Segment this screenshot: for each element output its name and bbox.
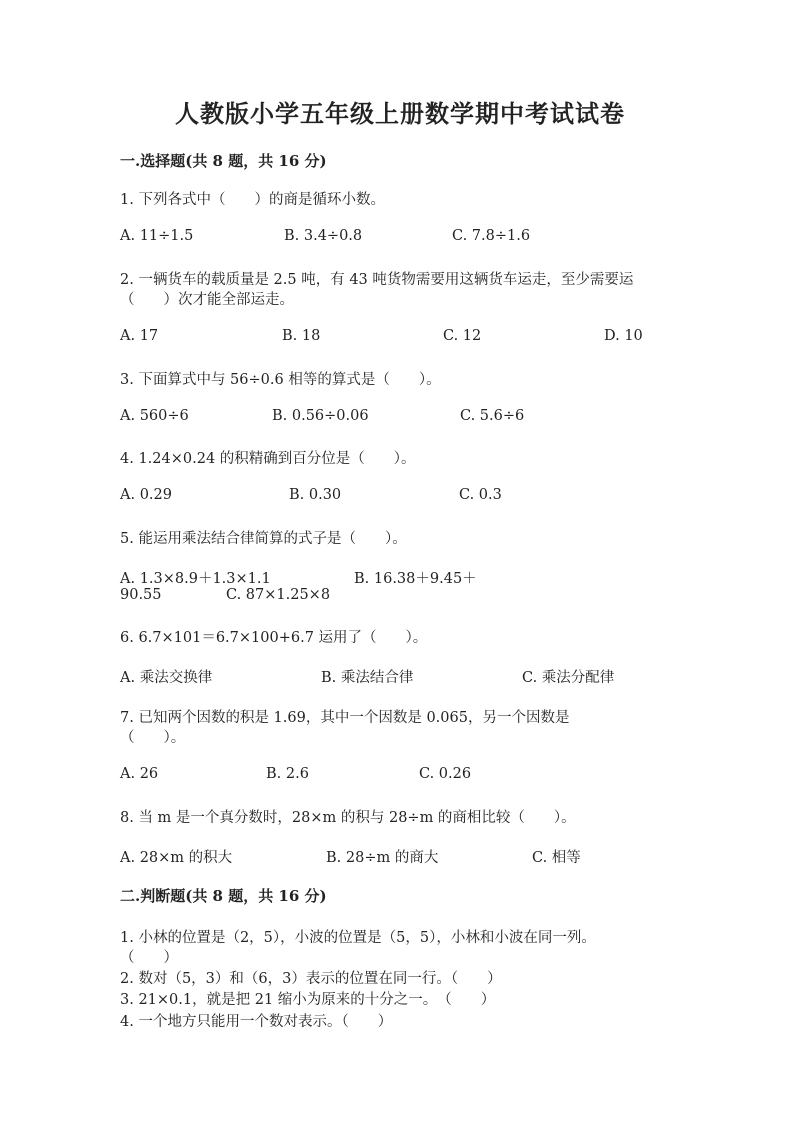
q3-option-b: B. 0.56÷0.06 (272, 408, 369, 424)
question-8: 8. 当 m 是一个真分数时，28×m 的积与 28÷m 的商相比较（ ）。 (120, 810, 576, 826)
judgement-2: 2. 数对（5，3）和（6，3）表示的位置在同一行。（ ） (120, 971, 502, 987)
q6-option-c: C. 乘法分配律 (522, 670, 615, 686)
question-1: 1. 下列各式中（ ）的商是循环小数。 (120, 192, 385, 208)
judgement-3: 3. 21×0.1，就是把 21 缩小为原来的十分之一。 （ ） (120, 992, 496, 1008)
q8-option-b: B. 28÷m 的商大 (326, 850, 439, 866)
q4-option-b: B. 0.30 (289, 487, 342, 503)
q3-option-a: A. 560÷6 (120, 408, 189, 424)
q7-option-c: C. 0.26 (419, 766, 472, 782)
q1-option-a: A. 11÷1.5 (120, 228, 194, 244)
q2-option-d: D. 10 (604, 328, 643, 344)
question-7-line-2: （ ）。 (120, 730, 186, 746)
section-heading-judgement: 二.判断题(共 8 题，共 16 分) (120, 887, 327, 905)
question-4: 4. 1.24×0.24 的积精确到百分位是（ ）。 (120, 451, 416, 467)
q5-option-c: C. 87×1.25×8 (226, 587, 331, 603)
q8-option-c: C. 相等 (532, 850, 581, 866)
page-title: 人教版小学五年级上册数学期中考试试卷 (175, 99, 625, 128)
q1-option-c: C. 7.8÷1.6 (452, 228, 531, 244)
q6-option-a: A. 乘法交换律 (120, 670, 213, 686)
q2-option-a: A. 17 (120, 328, 159, 344)
q4-option-c: C. 0.3 (459, 487, 502, 503)
judgement-1-line-1: 1. 小林的位置是（2，5），小波的位置是（5，5），小林和小波在同一列。 (120, 930, 596, 946)
q4-option-a: A. 0.29 (120, 487, 172, 503)
question-7-line-1: 7. 已知两个因数的积是 1.69，其中一个因数是 0.065，另一个因数是 (120, 710, 570, 726)
section-heading-choice: 一.选择题(共 8 题，共 16 分) (120, 152, 327, 170)
q1-option-b: B. 3.4÷0.8 (284, 228, 363, 244)
judgement-1-line-2: （ ） (120, 950, 178, 966)
question-5: 5. 能运用乘法结合律简算的式子是（ ）。 (120, 531, 407, 547)
q5-option-a: A. 1.3×8.9＋1.3×1.1 (120, 571, 271, 587)
question-6: 6. 6.7×101＝6.7×100+6.7 运用了（ ）。 (120, 630, 428, 646)
q8-option-a: A. 28×m 的积大 (120, 850, 233, 866)
question-2-line-2: （ ）次才能全部运走。 (120, 292, 294, 308)
question-2-line-1: 2. 一辆货车的载质量是 2.5 吨，有 43 吨货物需要用这辆货车运走，至少需要运 (120, 272, 634, 288)
q6-option-b: B. 乘法结合律 (321, 670, 414, 686)
q7-option-b: B. 2.6 (266, 766, 309, 782)
question-3: 3. 下面算式中与 56÷0.6 相等的算式是（ ）。 (120, 372, 441, 388)
q2-option-c: C. 12 (443, 328, 482, 344)
q7-option-a: A. 26 (120, 766, 159, 782)
judgement-4: 4. 一个地方只能用一个数对表示。（ ） (120, 1014, 393, 1030)
q5-option-b-continued: 90.55 (120, 587, 162, 603)
q2-option-b: B. 18 (282, 328, 321, 344)
q3-option-c: C. 5.6÷6 (460, 408, 525, 424)
q5-option-b: B. 16.38＋9.45＋ (354, 571, 477, 587)
